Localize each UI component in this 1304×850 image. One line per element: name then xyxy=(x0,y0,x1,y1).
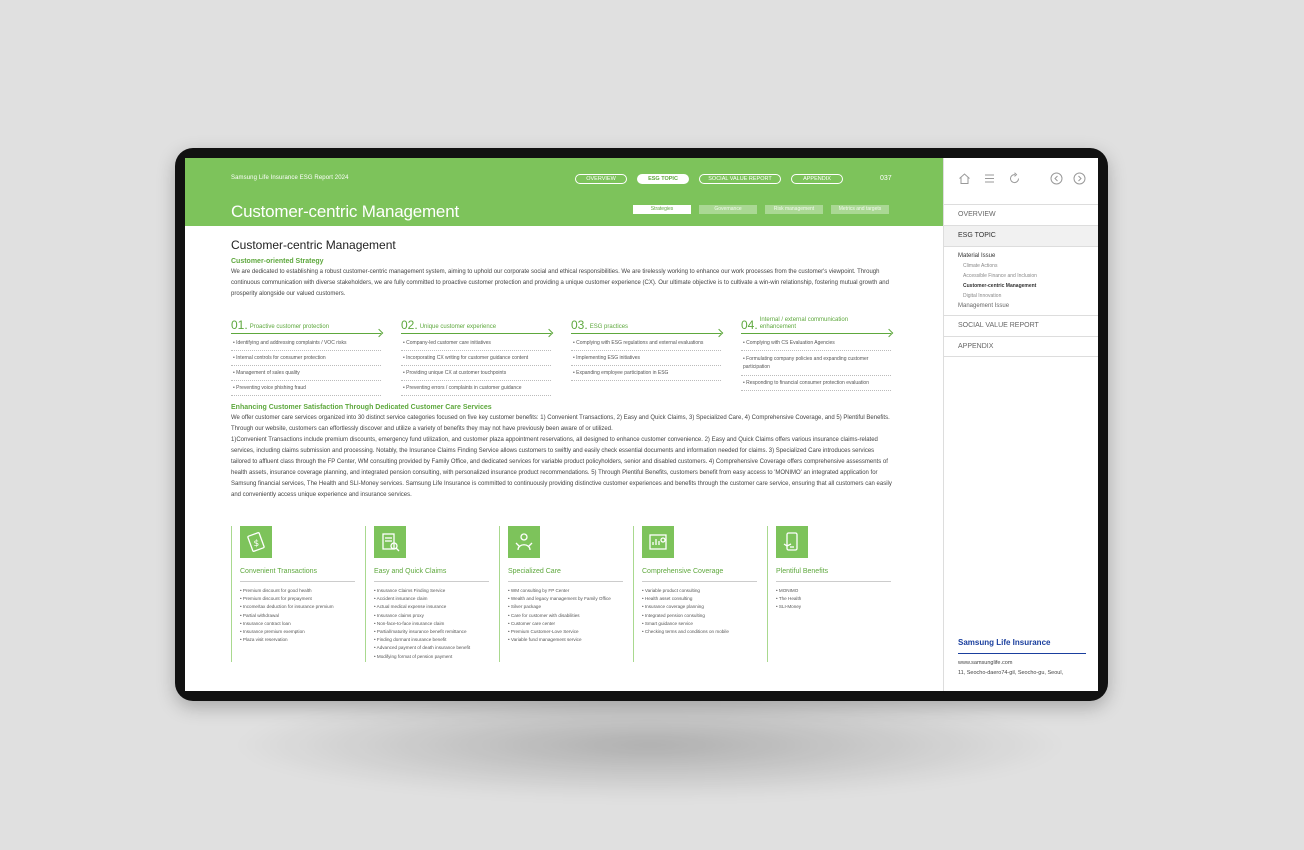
report-title: Samsung Life Insurance ESG Report 2024 xyxy=(231,175,349,181)
care-person-icon xyxy=(508,526,540,558)
benefit-list xyxy=(240,587,356,644)
strategy-pillars xyxy=(231,315,893,395)
sidebar-item-social-value-report[interactable]: SOCIAL VALUE REPORT xyxy=(944,315,1098,336)
logo-divider xyxy=(958,653,1086,654)
page-header xyxy=(185,158,943,226)
list-item: • Advanced payment of death insurance benefit xyxy=(374,645,471,651)
arrow-line xyxy=(401,333,551,334)
top-nav xyxy=(575,174,843,184)
tab-governance[interactable]: Governance xyxy=(699,205,757,214)
pillar-item: • Preventing voice phishing fraud xyxy=(231,381,381,396)
device-shadow xyxy=(230,690,1070,800)
list-item: • Health asset consulting xyxy=(642,596,693,602)
benefit-title: Easy and Quick Claims xyxy=(374,568,489,582)
claim-document-icon xyxy=(374,526,406,558)
benefit-title: Specialized Care xyxy=(508,568,623,582)
tab-risk-management[interactable]: Risk management xyxy=(765,205,823,214)
pillar-item: • Providing unique CX at customer touchpoints xyxy=(401,366,551,381)
pillar-3 xyxy=(571,315,721,381)
benefit-title: Comprehensive Coverage xyxy=(642,568,757,582)
list-item: • Insurance contract loan xyxy=(240,620,291,626)
list-item: • Insurance Claims Finding Service xyxy=(374,588,446,593)
sidebar-menu xyxy=(944,204,1098,357)
pillar-item: • Incorporating CX writing for customer guidance content xyxy=(401,351,551,366)
pillar-1 xyxy=(231,315,381,396)
svg-text:$: $ xyxy=(253,539,260,549)
list-item: • Integrated pension consulting xyxy=(642,612,705,618)
sidebar-item-customer-centric[interactable]: Customer-centric Management xyxy=(963,283,1037,289)
list-item: • Variable product consulting xyxy=(642,588,700,593)
section-heading: Customer-centric Management xyxy=(231,238,396,252)
benefit-list xyxy=(776,587,892,612)
list-item: • Checking terms and conditions on mobile xyxy=(642,629,729,635)
sidebar-toolbar xyxy=(958,172,1021,190)
tab-metrics-targets[interactable]: Metrics and targets xyxy=(831,205,889,214)
benefit-title: Convenient Transactions xyxy=(240,568,355,582)
sidebar-item-overview[interactable]: OVERVIEW xyxy=(944,204,1098,225)
strategy-heading: Customer-oriented Strategy xyxy=(231,258,324,265)
company-address: 11, Seocho-daero74-gil, Seocho-gu, Seoul, xyxy=(958,670,1064,676)
tablet-device xyxy=(175,148,1108,701)
pillar-number: 03. xyxy=(571,318,588,332)
benefit-easy-quick-claims xyxy=(365,526,490,662)
list-item: • Partial/maturity insurance benefit remittance xyxy=(374,629,467,635)
list-item: • The Health xyxy=(776,596,802,602)
pillar-item: • Implementing ESG initiatives xyxy=(571,351,721,366)
pillar-item: • Complying with CS Evaluation Agencies xyxy=(741,336,891,351)
page-title: Customer-centric Management xyxy=(231,202,459,221)
next-page-icon[interactable] xyxy=(1073,172,1086,190)
sidebar-item-digital-innovation[interactable]: Digital Innovation xyxy=(963,293,1002,299)
benefit-list xyxy=(642,587,758,636)
sidebar-item-management-issue[interactable]: Management Issue xyxy=(958,303,1010,309)
pillar-title: Unique customer experience xyxy=(419,324,497,330)
benefit-list xyxy=(508,587,624,644)
pillar-item: • Identifying and addressing complaints / VOC risks xyxy=(231,336,381,351)
website-link[interactable]: www.samsunglife.com xyxy=(958,660,1013,666)
pillar-number: 04. xyxy=(741,318,758,332)
arrow-line xyxy=(741,333,891,334)
list-item: • Partial withdrawal xyxy=(240,612,279,618)
pillar-number: 02. xyxy=(401,318,418,332)
dollar-transfer-icon xyxy=(240,526,272,558)
benefit-convenient-transactions xyxy=(231,526,356,662)
care-text-2: 1)Convenient Transactions include premium discounts, emergency fund utilization, and customer plaza appointment reservations, all designed to enhance customer convenience. 2) Easy and Quick Claims offers various insurance claims-related services, including claims submission and processing. Notably, the Insurance Claims Finding Service allows customers to swiftly and easily check essential documents and information needed for claims. 3) Specialized Care introduces services tailored to affluent class through the FP Center, WM consulting provided by Family Office, and dedicated services for variable product policyholders, senior and disabled customers. 4) Comprehensive Coverage offers comprehensive assessments of health assets, insurance coverage planning, and integrated pension consulting, with personalized insurance product recommendations. 5) Through Plentiful Benefits, customers benefit from easy access to 'MONIMO' an integrated application for Samsung financial services, The Health and SLI-Money services. Samsung Life Insurance is committed to continuously providing distinctive customer experiences and benefits through the customer care service, ensuring that all customers can easily and conveniently access unique experience and insurance services. xyxy=(231,437,892,498)
list-item: • Plaza visit reservation xyxy=(240,637,288,643)
sub-tabs xyxy=(633,205,889,214)
menu-icon[interactable] xyxy=(983,172,996,190)
refresh-icon[interactable] xyxy=(1008,172,1021,190)
pillar-item: • Preventing errors / complaints in customer guidance xyxy=(401,381,551,396)
pillar-item: • Formulating company policies and expanding customer participation xyxy=(741,351,891,376)
list-item: • Actual medical expense insurance xyxy=(374,604,447,610)
page-number: 037 xyxy=(880,175,892,182)
pillar-item: • Internal controls for consumer protection xyxy=(231,351,381,366)
sidebar-item-esg-topic[interactable]: ESG TOPIC xyxy=(944,225,1098,246)
report-screen xyxy=(185,158,1098,691)
benefit-specialized-care xyxy=(499,526,624,662)
mobile-benefit-icon xyxy=(776,526,808,558)
pillar-2 xyxy=(401,315,551,396)
benefit-columns xyxy=(231,526,893,676)
list-item: • Finding dormant insurance benefit xyxy=(374,637,447,643)
care-section xyxy=(231,404,893,501)
list-item: • Variable fund management service xyxy=(508,637,582,643)
list-item: • Insurance claims proxy xyxy=(374,612,424,618)
list-item: • Customer care center xyxy=(508,620,556,626)
list-item: • Premium discount for good health xyxy=(240,588,312,593)
nav-appendix[interactable]: APPENDIX xyxy=(791,174,843,184)
company-contact xyxy=(958,658,1063,678)
pillar-item: • Responding to financial consumer protection evaluation xyxy=(741,376,891,391)
pillar-item: • Complying with ESG regulations and external evaluations xyxy=(571,336,721,351)
pillar-title: Proactive customer protection xyxy=(249,324,330,330)
pillar-title: ESG practices xyxy=(589,324,629,330)
prev-page-icon[interactable] xyxy=(1050,172,1063,190)
list-item: • Non-face-to-face insurance claim xyxy=(374,620,445,626)
care-text-1: We offer customer care services organized into 30 distinct service categories focused on five key customer benefits: 1) Convenient Transactions, 2) Easy and Quick Claims, 3) Specialized Care, 4) Comprehensive Coverage, and 5) Plentiful Benefits. Through our website, customers can effortlessly discover and utilize a variety of benefits they may not have previously been aware of or utilized. xyxy=(231,415,890,432)
coverage-chart-icon xyxy=(642,526,674,558)
list-item: • Silver package xyxy=(508,604,542,610)
nav-social-value-report[interactable]: SOCIAL VALUE REPORT xyxy=(699,174,781,184)
list-item: • SLI-Money xyxy=(776,604,802,610)
pillar-item: • Expanding employee participation in ESG xyxy=(571,366,721,381)
nav-overview[interactable]: OVERVIEW xyxy=(575,174,627,184)
list-item: • Insurance premium exemption xyxy=(240,629,305,635)
arrow-line xyxy=(571,333,721,334)
sidebar-item-accessible-finance[interactable]: Accessible Finance and Inclusion xyxy=(963,273,1037,279)
sidebar-item-climate-actions[interactable]: Climate Actions xyxy=(963,263,998,269)
pillar-item: • Management of sales quality xyxy=(231,366,381,381)
list-item: • Modifying format of pension payment xyxy=(374,653,453,659)
benefit-title: Plentiful Benefits xyxy=(776,568,891,582)
list-item: • Income/tax deduction for insurance premium xyxy=(240,604,334,610)
sidebar xyxy=(943,158,1098,691)
list-item: • Care for customer with disabilities xyxy=(508,612,580,618)
list-item: • Premium discount for prepayment xyxy=(240,596,312,602)
intro-section xyxy=(231,238,893,300)
tab-strategies[interactable]: Strategies xyxy=(633,205,691,214)
sidebar-submenu xyxy=(944,246,1098,315)
page-navigation xyxy=(1050,172,1086,190)
pillar-number: 01. xyxy=(231,318,248,332)
home-icon[interactable] xyxy=(958,172,971,190)
sidebar-item-material-issue[interactable]: Material Issue xyxy=(958,253,996,259)
care-heading: Enhancing Customer Satisfaction Through Dedicated Customer Care Services xyxy=(231,404,492,411)
benefit-plentiful-benefits xyxy=(767,526,892,662)
list-item: • MONIMO xyxy=(776,588,799,593)
list-item: • Accident insurance claim xyxy=(374,596,428,602)
list-item: • Premium Customer-Love Service xyxy=(508,629,579,635)
nav-esg-topic[interactable]: ESG TOPIC xyxy=(637,174,689,184)
company-logo: Samsung Life Insurance xyxy=(958,638,1051,647)
list-item: • Smart guidance service xyxy=(642,620,693,626)
list-item: • Wealth and legacy management by Family Office xyxy=(508,596,611,602)
pillar-title: Internal / external communication enhancement xyxy=(759,317,849,330)
pillar-4 xyxy=(741,315,891,391)
list-item: • WM consulting by FP Center xyxy=(508,588,570,593)
benefit-comprehensive-coverage xyxy=(633,526,758,662)
strategy-text: We are dedicated to establishing a robust customer-centric management system, aiming to uphold our corporate social and ethical responsibilities. We are tirelessly working to enhance our work processes from the customer's viewpoint. Through continuous communication with diverse stakeholders, we are fully committed to proactive customer protection and providing a unique customer experience (CX). Our ultimate objective is to cultivate a win-win relationship, fostering mutual growth and prosperity alongside our valued customers. xyxy=(231,269,889,297)
pillar-item: • Company-led customer care initiatives xyxy=(401,336,551,351)
benefit-list xyxy=(374,587,490,661)
arrow-line xyxy=(231,333,381,334)
sidebar-item-appendix[interactable]: APPENDIX xyxy=(944,336,1098,357)
list-item: • Insurance coverage planning xyxy=(642,604,704,610)
